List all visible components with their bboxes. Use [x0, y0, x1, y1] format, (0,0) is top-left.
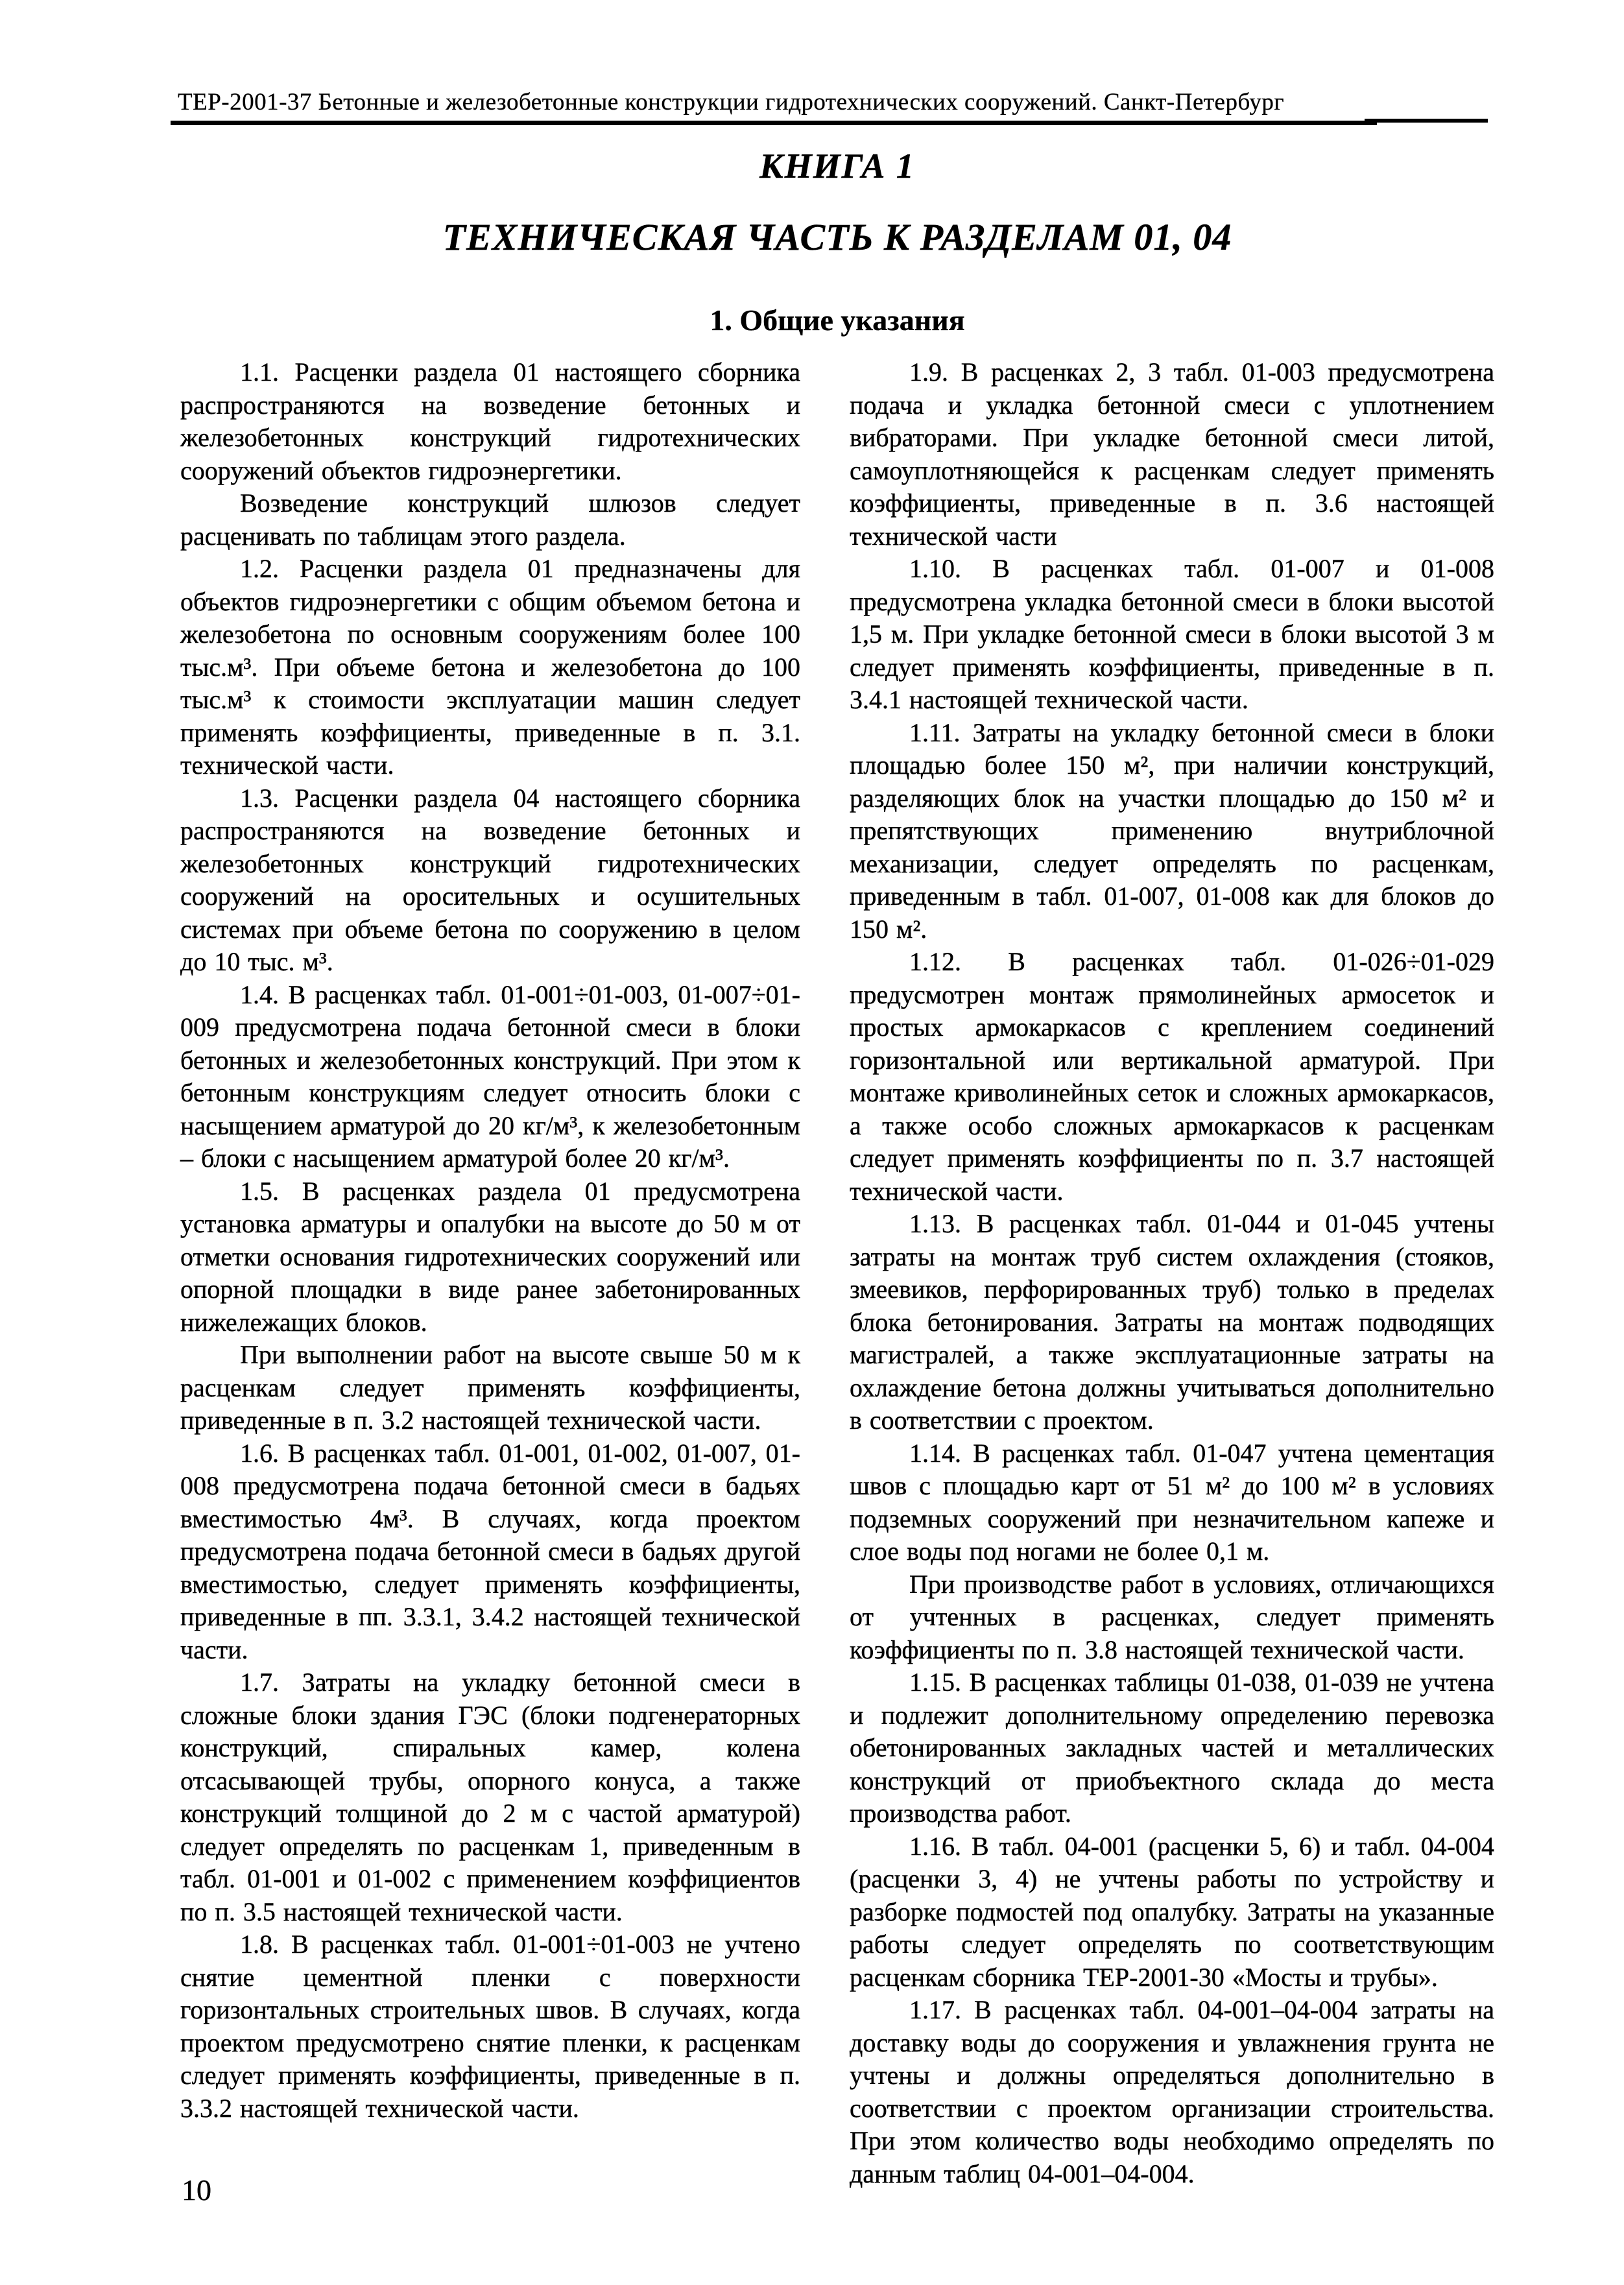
paragraph: 1.3. Расценки раздела 04 настоящего сборника распространяются на возведение бетонных и железобетонных конструкций гидротехнических сооружений на оросительных и осушительных системах при объеме бетона по сооружению в целом до 10 тыс. м³. [180, 783, 800, 976]
book-title: КНИГА 1 [759, 147, 915, 185]
paragraph: 1.12. В расценках табл. 01-026÷01-029 предусмотрен монтаж прямолинейных армосеток и простых армокаркасов с креплением соединений горизонтальной или вертикальной арматурой. При монтаже криволинейных сеток и сложных армокаркасов, а также особо сложных армокаркасов к расценкам следует применять коэффициенты по п. 3.7 настоящей технической части. [850, 947, 1494, 1206]
part-title: ТЕХНИЧЕСКАЯ ЧАСТЬ К РАЗДЕЛАМ 01, 04 [442, 216, 1232, 258]
two-column-text [180, 356, 1494, 2190]
page-number: 10 [182, 2173, 211, 2207]
paragraph: 1.7. Затраты на укладку бетонной смеси в сложные блоки здания ГЭС (блоки подгенераторных конструкций, спиральных камер, колена отсасывающей трубы, опорного конуса, а также конструкций толщиной до 2 м с частой арматурой) следует определять по расценкам 1, приведенным в табл. 01-001 и 01-002 с применением коэффициентов по п. 3.5 настоящей технической части. [180, 1668, 800, 1926]
paragraph: 1.1. Расценки раздела 01 настоящего сборника распространяются на возведение бетонных и железобетонных конструкций гидротехнических сооружений объектов гидроэнергетики. [180, 357, 800, 485]
paragraph: 1.11. Затраты на укладку бетонной смеси в блоки площадью более 150 м², при наличии конструкций, разделяющих блок на участки площадью до 150 м² и препятствующих применению внутриблочной механизации, следует определять по расценкам, приведенным в табл. 01-007, 01-008 как для блоков до 150 м². [850, 717, 1494, 944]
header-rule [171, 121, 1377, 125]
paragraph: 1.2. Расценки раздела 01 предназначены для объектов гидроэнергетики с общим объемом бетона и железобетона по основным сооружениям более 100 тыс.м³. При объеме бетона и железобетона до 100 тыс.м³ к стоимости эксплуатации машин следует применять коэффициенты, приведенные в п. 3.1. технической части. [180, 554, 800, 780]
paragraph: 1.10. В расценках табл. 01-007 и 01-008 предусмотрена укладка бетонной смеси в блоки высотой 1,5 м. При укладке бетонной смеси в блоки высотой 3 м следует применять коэффициенты, приведенные в п. 3.4.1 настоящей технической части. [850, 554, 1494, 714]
left-column [180, 356, 800, 2190]
paragraph: Возведение конструкций шлюзов следует расценивать по таблицам этого раздела. [180, 488, 800, 551]
running-header: ТЕР-2001-37 Бетонные и железобетонные конструкции гидротехнических сооружений. Санкт-Петербург [178, 89, 1285, 115]
paragraph: 1.9. В расценках 2, 3 табл. 01-003 предусмотрена подача и укладка бетонной смеси с уплотнением вибраторами. При укладке бетонной смеси литой, самоуплотняющейся к расценкам следует применять коэффициенты, приведенные в п. 3.6 настоящей технической части [850, 357, 1494, 551]
paragraph: При производстве работ в условиях, отличающихся от учтенных в расценках, следует применять коэффициенты по п. 3.8 настоящей технической части. [850, 1569, 1494, 1664]
paragraph: 1.4. В расценках табл. 01-001÷01-003, 01-007÷01-009 предусмотрена подача бетонной смеси в блоки бетонных и железобетонных конструкций. При этом к бетонным конструкциям следует относить блоки с насыщением арматурой до 20 кг/м³, к железобетонным – блоки с насыщением арматурой более 20 кг/м³. [180, 979, 800, 1173]
right-column [850, 356, 1494, 2190]
paragraph: 1.6. В расценках табл. 01-001, 01-002, 01-007, 01-008 предусмотрена подача бетонной смеси в бадьях вместимостью 4м³. В случаях, когда проектом предусмотрена подача бетонной смеси в бадьях другой вместимостью, следует применять коэффициенты, приведенные в пп. 3.3.1, 3.4.2 настоящей технической части. [180, 1438, 800, 1664]
paragraph: 1.14. В расценках табл. 01-047 учтена цементация швов с площадью карт от 51 м² до 100 м² в условиях подземных сооружений при незначительном капеже и слое воды под ногами не более 0,1 м. [850, 1438, 1494, 1566]
paragraph: 1.17. В расценках табл. 04-001–04-004 затраты на доставку воды до сооружения и увлажнения грунта не учтены и должны определяться дополнительно в соответствии с проектом организации строительства. При этом количество воды необходимо определять по данным таблиц 04-001–04-004. [850, 1995, 1494, 2188]
paragraph: 1.13. В расценках табл. 01-044 и 01-045 учтены затраты на монтаж труб систем охлаждения (стояков, змеевиков, перфорированных труб) только в пределах блока бетонирования. Затраты на монтаж подводящих магистралей, а также эксплуатационные затраты на охлаждение бетона должны учитываться дополнительно в соответствии с проектом. [850, 1209, 1494, 1435]
header-rule-segment [1365, 119, 1488, 123]
paragraph: 1.16. В табл. 04-001 (расценки 5, 6) и табл. 04-004 (расценки 3, 4) не учтены работы по устройству и разборке подмостей под опалубку. Затраты на указанные работы следует определять по соответствующим расценкам сборника ТЕР-2001-30 «Мосты и трубы». [850, 1831, 1494, 1992]
paragraph: 1.5. В расценках раздела 01 предусмотрена установка арматуры и опалубки на высоте до 50 м от отметки основания гидротехнических сооружений или опорной площадки в виде ранее забетонированных нижележащих блоков. [180, 1176, 800, 1337]
paragraph: 1.15. В расценках таблицы 01-038, 01-039 не учтена и подлежит дополнительному определению перевозка обетонированных закладных частей и металлических конструкций от приобъектного склада до места производства работ. [850, 1668, 1494, 1828]
paragraph: 1.8. В расценках табл. 01-001÷01-003 не учтено снятие цементной пленки с поверхности горизонтальных строительных швов. В случаях, когда проектом предусмотрено снятие пленки, к расценкам следует применять коэффициенты, приведенные в п. 3.3.2 настоящей технической части. [180, 1930, 800, 2123]
paragraph: При выполнении работ на высоте свыше 50 м к расценкам следует применять коэффициенты, приведенные в п. 3.2 настоящей технической части. [180, 1340, 800, 1435]
section-heading: 1. Общие указания [710, 304, 965, 337]
